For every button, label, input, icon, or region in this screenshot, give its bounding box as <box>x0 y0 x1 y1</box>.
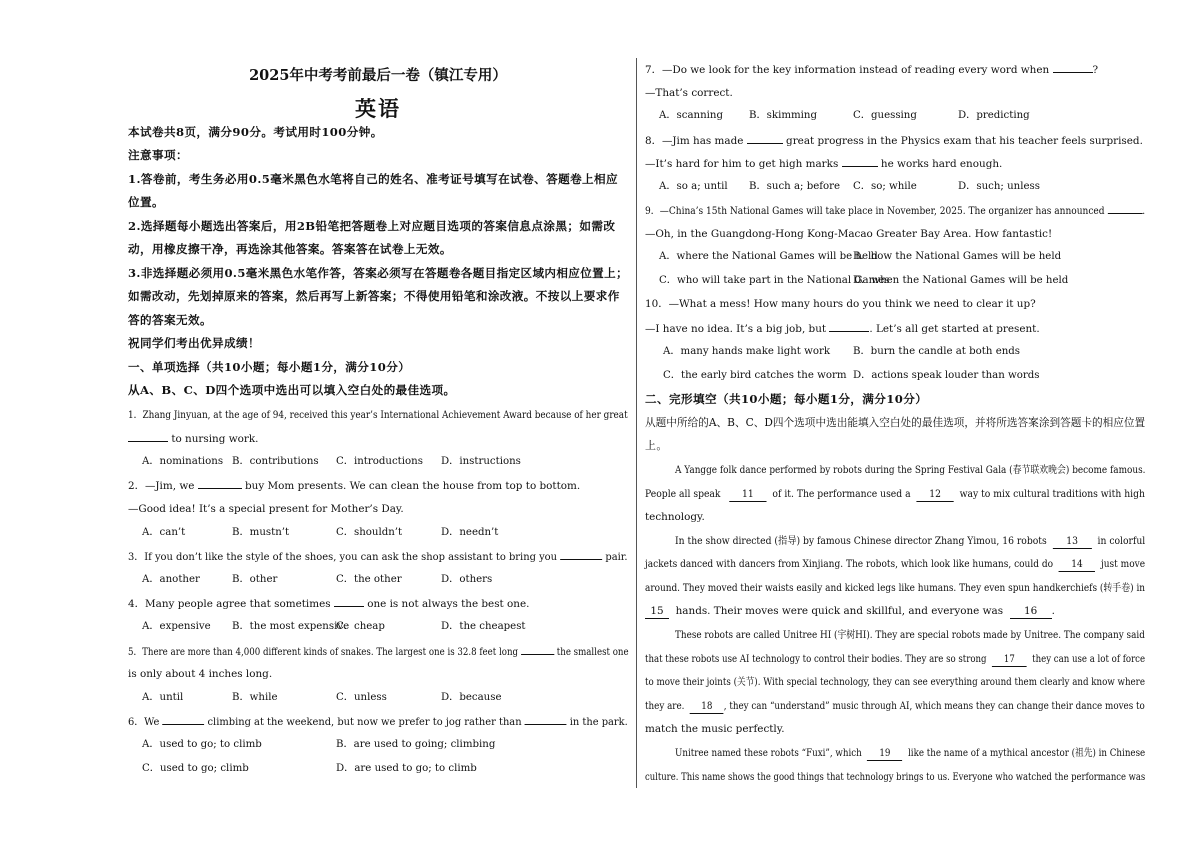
passage-line: around. They moved their waists easily and kicked legs like humans. They even spun handkerchiefs (转手卷) in <box>645 582 1146 594</box>
passage-line: These robots are called Unitree HI (宇树HI). They are special robots made by Unitree. The company said <box>675 629 1145 641</box>
q8-option-a: A．so a; until <box>659 181 728 192</box>
q6-option-d: D．are used to go; to climb <box>336 763 477 774</box>
answer-blank <box>163 714 205 725</box>
q4-option-a: A．expensive <box>142 621 211 632</box>
q1-option-b: B．contributions <box>232 456 319 467</box>
q9-option-b: B．how the National Games will be held <box>853 251 1062 262</box>
cloze-blank-13: 13 <box>1053 534 1092 549</box>
q10-reply: —I have no idea. It’s a big job, but . Let’s all get started at present. <box>645 323 1040 335</box>
q1-option-a: A．nominations <box>142 456 224 467</box>
q5-stem: 5．There are more than 4,000 different kinds of snakes. The largest one is 32.8 feet long the smallest one <box>128 646 629 658</box>
q2-option-b: B．mustn’t <box>232 527 290 538</box>
q10-option-a: A．many hands make light work <box>663 346 831 357</box>
cloze-blank-15: 15 <box>645 604 669 619</box>
passage-line: jackets danced with dancers from Xinjiang. The robots, which look like humans, could do 14 just move <box>645 558 1146 570</box>
exam-title: 2025年中考考前最后一卷（镇江专用） <box>249 67 507 84</box>
passage-line: to move their joints (关节). With special technology, they can see everything around them clearly and know where <box>645 676 1145 688</box>
cloze-blank-11: 11 <box>729 487 766 502</box>
q1-option-d: D．instructions <box>441 456 521 467</box>
answer-blank <box>1053 62 1093 73</box>
q6-option-b: B．are used to going; climbing <box>336 739 496 750</box>
q9-reply: —Oh, in the Guangdong-Hong Kong-Macao Greater Bay Area. How fantastic! <box>645 228 1053 240</box>
passage-line: match the music perfectly. <box>645 723 785 735</box>
note-2-cont: 动，用橡皮擦干净，再选涂其他答案。答案答在试卷上无效。 <box>128 242 452 256</box>
q9-option-a: A．where the National Games will be held <box>659 251 878 262</box>
answer-blank <box>525 714 567 725</box>
answer-blank <box>128 431 168 442</box>
q7-option-c: C．guessing <box>853 110 917 121</box>
q1-stem-cont <box>128 431 258 446</box>
note-3-cont: 如需改动，先划掉原来的答案，然后再写上新答案；不得使用铅笔和涂改液。不按以上要求作 <box>128 289 620 303</box>
cloze-blank-16: 16 <box>1010 604 1052 619</box>
answer-blank <box>829 321 869 332</box>
q2-option-c: C．shouldn’t <box>336 527 403 538</box>
q2-stem: 2．—Jim, we buy Mom presents. We can clean the house from top to bottom. <box>128 480 581 492</box>
section2-instruction: 从题中所给的A、B、C、D四个选项中选出能填入空白处的最佳选项，并将所选答案涂到答题卡的相应位置 <box>645 416 1146 429</box>
q4-option-c: C．cheap <box>336 621 385 632</box>
cloze-blank-14: 14 <box>1059 557 1095 572</box>
section1-heading: 一、单项选择（共10小题；每小题1分，满分10分） <box>128 360 411 374</box>
q8-option-b: B．such a; before <box>749 181 841 192</box>
q6-stem: 6．We climbing at the weekend, but now we prefer to jog rather than in the park. <box>128 716 628 728</box>
q2-reply: —Good idea! It’s a special present for Mother’s Day. <box>128 503 404 515</box>
section2-instruction-cont: 上。 <box>645 439 668 452</box>
q1-stem-end: to nursing work. <box>171 433 259 445</box>
passage-line: 15 hands. Their moves were quick and skillful, and everyone was 16 . <box>645 604 1055 619</box>
answer-blank <box>521 644 554 655</box>
cloze-blank-18: 18 <box>690 699 724 714</box>
q7-option-a: A．scanning <box>659 110 724 121</box>
passage-line: A Yangge folk dance performed by robots during the Spring Festival Gala (春节联欢晚会) become famous. <box>675 464 1146 476</box>
q3-stem: 3．If you don’t like the style of the shoes, you can ask the shop assistant to bring you pair. <box>128 551 628 563</box>
q5-option-b: B．while <box>232 692 278 703</box>
q5-option-d: D．because <box>441 692 502 703</box>
q10-option-b: B．burn the candle at both ends <box>853 346 1021 357</box>
q5-stem-cont: is only about 4 inches long. <box>128 668 273 680</box>
passage-line: In the show directed (指导) by famous Chinese director Zhang Yimou, 16 robots 13 in colorful <box>675 535 1146 547</box>
answer-blank <box>198 478 242 489</box>
q9-stem: 9．—China’s 15th National Games will take place in November, 2025. The organizer has announced . <box>645 205 1146 217</box>
q9-option-c: C．who will take part in the National Games <box>659 275 890 286</box>
passage-line: culture. This name shows the good things that technology brings to us. Everyone who watched the performance was <box>645 771 1146 783</box>
note-2: 2.选择题每小题选出答案后，用2B铅笔把答题卷上对应题目选项的答案信息点涂黑；如需改 <box>128 219 616 233</box>
passage-line: they are. 18 , they can “understand” music through AI, which means they can change their dance moves to <box>645 700 1145 712</box>
answer-blank <box>1107 203 1142 214</box>
passage-line: technology. <box>645 511 705 523</box>
q8-reply: —It’s hard for him to get high marks he works hard enough. <box>645 158 1003 170</box>
passage-line: Unitree named these robots “Fuxi”, which 19 like the name of a mythical ancestor (祖先) in Chinese <box>675 747 1146 759</box>
q4-option-b: B．the most expensive <box>232 621 350 632</box>
q8-option-c: C．so; while <box>853 181 917 192</box>
q7-option-d: D．predicting <box>958 110 1030 121</box>
good-luck: 祝同学们考出优异成绩！ <box>128 336 260 350</box>
q7-option-b: B．skimming <box>749 110 817 121</box>
q10-option-d: D．actions speak louder than words <box>853 370 1040 381</box>
q7-stem: 7．—Do we look for the key information instead of reading every word when ? <box>645 64 1099 76</box>
q10-option-c: C．the early bird catches the worm <box>663 370 847 381</box>
q2-option-a: A．can’t <box>142 527 186 538</box>
note-1-cont: 位置。 <box>128 195 164 209</box>
q8-option-d: D．such; unless <box>958 181 1040 192</box>
q2-option-d: D．needn’t <box>441 527 499 538</box>
q1-option-c: C．introductions <box>336 456 423 467</box>
q5-option-a: A．until <box>142 692 184 703</box>
section2-heading: 二、完形填空（共10小题；每小题1分，满分10分） <box>645 392 928 406</box>
q4-option-d: D．the cheapest <box>441 621 526 632</box>
intro-line: 本试卷共8页，满分90分。考试用时100分钟。 <box>128 125 383 139</box>
cloze-blank-19: 19 <box>867 746 902 761</box>
q10-stem: 10．—What a mess! How many hours do you think we need to clear it up? <box>645 298 1036 310</box>
q3-option-b: B．other <box>232 574 278 585</box>
passage-line: People all speak 11 of it. The performance used a 12 way to mix cultural traditions with high <box>645 488 1145 500</box>
q3-option-d: D．others <box>441 574 493 585</box>
note-1: 1.答卷前，考生务必用0.5毫米黑色水笔将自己的姓名、准考证号填写在试卷、答题卷上相应 <box>128 172 619 186</box>
answer-blank <box>842 156 878 167</box>
section1-instruction: 从A、B、C、D四个选项中选出可以填入空白处的最佳选项。 <box>128 383 456 397</box>
cloze-blank-12: 12 <box>916 487 953 502</box>
subject-title: 英语 <box>355 96 401 121</box>
answer-blank <box>560 549 602 560</box>
q4-stem: 4．Many people agree that sometimes one is not always the best one. <box>128 598 530 610</box>
q5-option-c: C．unless <box>336 692 387 703</box>
q3-option-c: C．the other <box>336 574 402 585</box>
q8-stem: 8．—Jim has made great progress in the Physics exam that his teacher feels surprised. <box>645 135 1143 147</box>
note-3: 3.非选择题必须用0.5毫米黑色水笔作答，答案必须写在答题卷各题目指定区域内相应位置上； <box>128 266 629 280</box>
cloze-blank-17: 17 <box>992 652 1027 667</box>
q6-option-c: C．used to go; climb <box>142 763 249 774</box>
column-divider <box>636 58 637 788</box>
q7-reply: —That’s correct. <box>645 87 733 99</box>
q3-option-a: A．another <box>142 574 200 585</box>
q1-stem: 1．Zhang Jinyuan, at the age of 94, received this year’s International Achievement Award because of her great <box>128 409 628 421</box>
q6-option-a: A．used to go; to climb <box>142 739 262 750</box>
q9-option-d: D．when the National Games will be held <box>853 275 1069 286</box>
passage-line: that these robots use AI technology to control their bodies. They are so strong 17 they can use a lot of force <box>645 653 1146 665</box>
note-3-end: 答的答案无效。 <box>128 313 212 327</box>
answer-blank <box>334 596 364 607</box>
answer-blank <box>747 133 783 144</box>
notes-heading: 注意事项： <box>128 148 188 162</box>
